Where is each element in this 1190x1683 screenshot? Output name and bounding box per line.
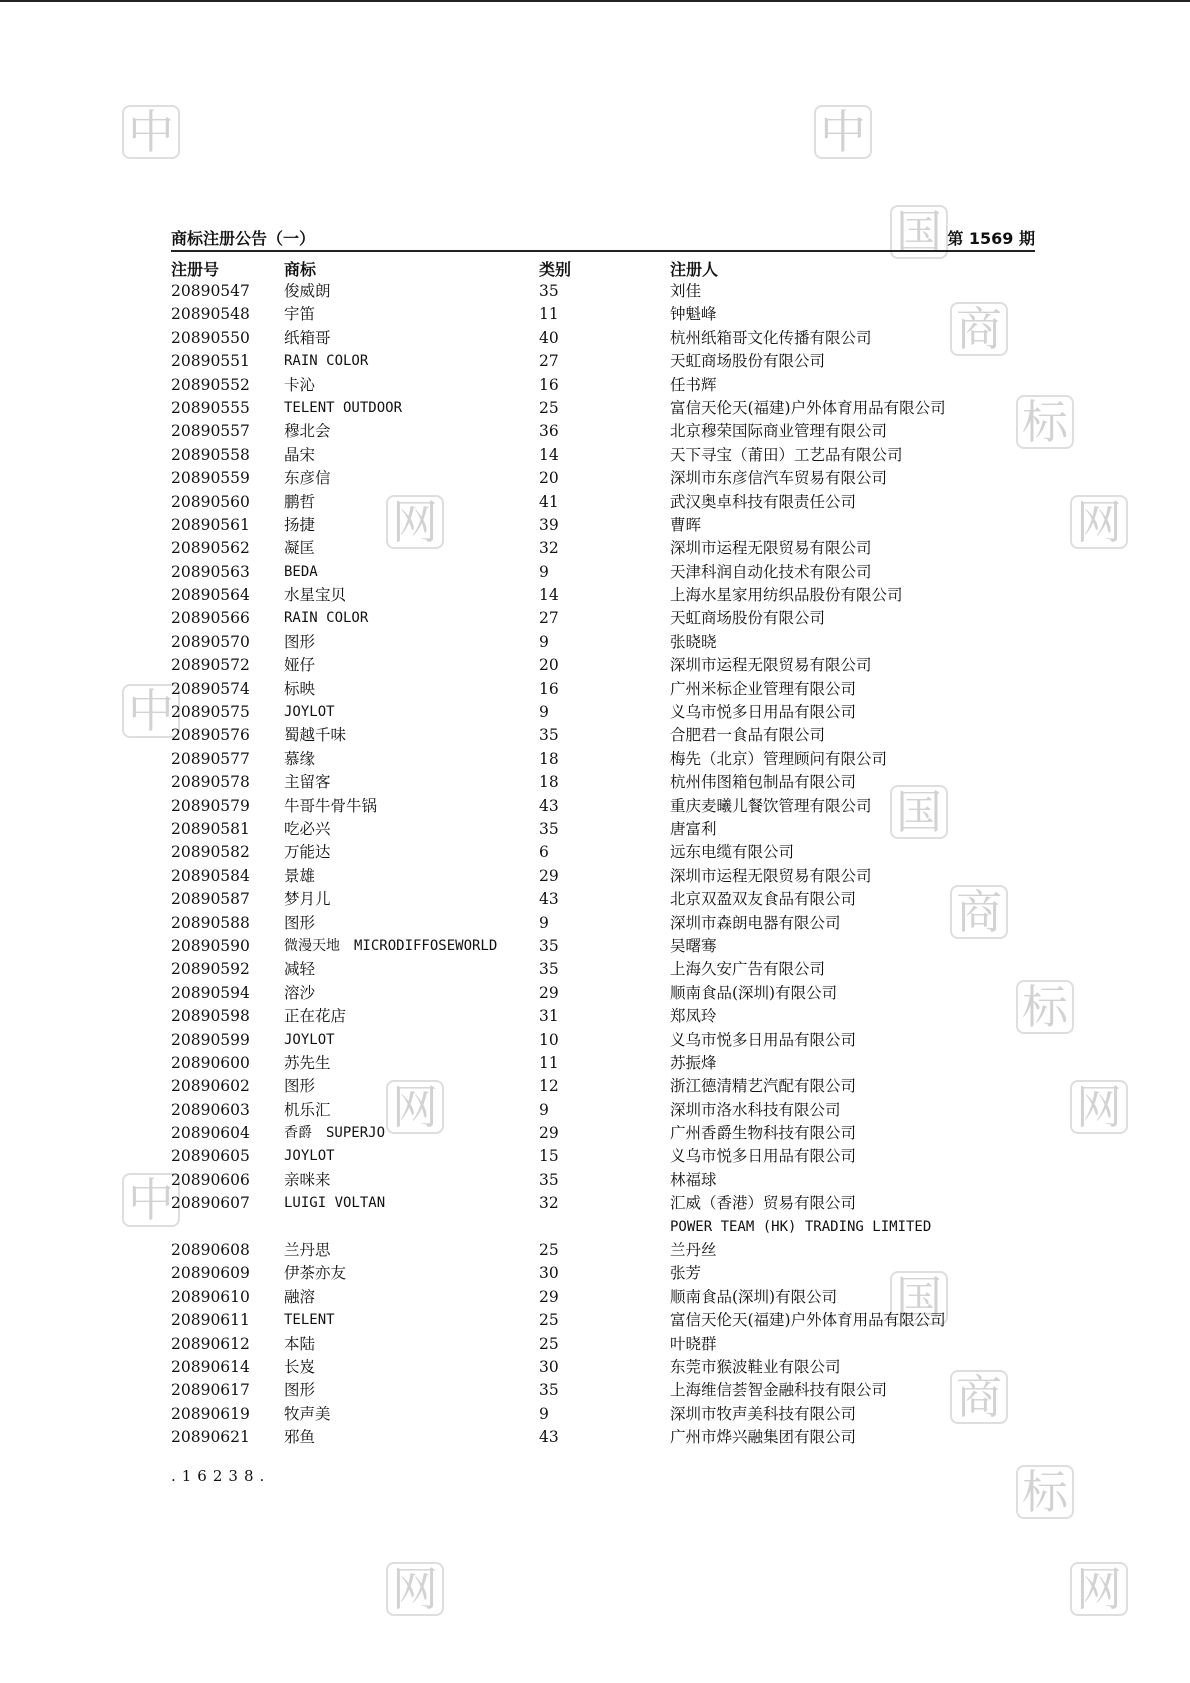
registrant-cell: 天虹商场股份有限公司 xyxy=(670,609,826,628)
class-cell: 9 xyxy=(539,1100,549,1119)
registrant-cell: 浙江德清精艺汽配有限公司 xyxy=(670,1077,857,1096)
class-cell: 43 xyxy=(539,890,559,909)
table-row xyxy=(171,491,1041,514)
class-cell: 25 xyxy=(539,1241,559,1260)
mark-cell: LUIGI VOLTAN xyxy=(284,1195,386,1212)
registrant-cell: 曹晖 xyxy=(670,515,702,534)
mark-cell: BEDA xyxy=(284,563,318,580)
registrant-cell: 唐富利 xyxy=(670,819,717,838)
mark-cell: 水星宝贝 xyxy=(284,586,347,605)
watermark-stamp: 标 xyxy=(1016,1465,1074,1519)
reg-no-cell: 20890574 xyxy=(171,679,250,698)
watermark-stamp: 网 xyxy=(386,1080,444,1134)
class-cell: 9 xyxy=(539,913,549,932)
class-cell: 10 xyxy=(539,1030,559,1049)
mark-cell: TELENT OUTDOOR xyxy=(284,399,403,416)
top-border xyxy=(0,0,1190,2)
table-row xyxy=(171,958,1041,981)
class-cell: 9 xyxy=(539,703,549,722)
watermark-stamp: 国 xyxy=(890,1271,948,1325)
column-header-registrant: 注册人 xyxy=(670,260,719,279)
registrant-cell: 深圳市运程无限贸易有限公司 xyxy=(670,656,872,675)
registrant-cell: POWER TEAM (HK) TRADING LIMITED xyxy=(670,1218,932,1235)
registrant-cell: 北京双盈双友食品有限公司 xyxy=(670,890,857,909)
reg-no-cell: 20890605 xyxy=(171,1147,250,1166)
mark-cell: 宇笛 xyxy=(284,305,316,324)
table-row xyxy=(171,1122,1041,1145)
reg-no-cell: 20890599 xyxy=(171,1030,250,1049)
class-cell: 35 xyxy=(539,819,559,838)
reg-no-cell: 20890606 xyxy=(171,1170,250,1189)
registrant-cell: 郑凤玲 xyxy=(670,1007,717,1026)
mark-cell: 伊茶亦友 xyxy=(284,1264,347,1283)
mark-cell: 吃必兴 xyxy=(284,819,331,838)
reg-no-cell: 20890619 xyxy=(171,1404,250,1423)
table-row xyxy=(171,678,1041,701)
reg-no-cell: 20890575 xyxy=(171,703,250,722)
column-header-reg-no: 注册号 xyxy=(171,260,220,279)
registrant-cell: 天虹商场股份有限公司 xyxy=(670,352,826,371)
mark-cell: 景雄 xyxy=(284,866,316,885)
mark-cell: 机乐汇 xyxy=(284,1100,331,1119)
mark-cell: 减轻 xyxy=(284,960,316,979)
reg-no-cell: 20890621 xyxy=(171,1428,250,1447)
class-cell: 29 xyxy=(539,1287,559,1306)
mark-cell: 图形 xyxy=(284,1381,316,1400)
watermark-stamp: 标 xyxy=(1016,395,1074,449)
mark-cell: 牧声美 xyxy=(284,1404,331,1423)
table-row xyxy=(171,1192,1041,1215)
page-title: 商标注册公告（一） xyxy=(171,229,316,248)
registrant-cell: 义乌市悦多日用品有限公司 xyxy=(670,1147,857,1166)
table-row xyxy=(171,701,1041,724)
page-number: .16238. xyxy=(171,1467,271,1485)
watermark-stamp: 网 xyxy=(386,1562,444,1616)
table-row xyxy=(171,1333,1041,1356)
registrant-cell: 深圳市运程无限贸易有限公司 xyxy=(670,539,872,558)
mark-cell: 长岌 xyxy=(284,1357,316,1376)
class-cell: 16 xyxy=(539,375,559,394)
table-row xyxy=(171,303,1041,326)
table-row xyxy=(171,1075,1041,1098)
watermark-stamp: 中 xyxy=(122,1173,180,1227)
table-row xyxy=(171,397,1041,420)
class-cell: 11 xyxy=(539,1053,559,1072)
registrant-cell: 兰丹丝 xyxy=(670,1241,717,1260)
reg-no-cell: 20890608 xyxy=(171,1241,250,1260)
class-cell: 39 xyxy=(539,515,559,534)
mark-cell: 微漫天地 MICRODIFFOSEWORLD xyxy=(284,937,498,954)
table-row xyxy=(171,631,1041,654)
reg-no-cell: 20890564 xyxy=(171,586,250,605)
registrant-cell: 远东电缆有限公司 xyxy=(670,843,795,862)
class-cell: 43 xyxy=(539,1428,559,1447)
reg-no-cell: 20890559 xyxy=(171,469,250,488)
registrant-cell: 吴曙骞 xyxy=(670,936,717,955)
reg-no-cell: 20890551 xyxy=(171,352,250,371)
class-cell: 29 xyxy=(539,866,559,885)
watermark-stamp: 国 xyxy=(890,785,948,839)
registrant-cell: 顺南食品(深圳)有限公司 xyxy=(670,983,838,1002)
table-row xyxy=(171,444,1041,467)
table-row xyxy=(171,1029,1041,1052)
registrant-cell: 合肥君一食品有限公司 xyxy=(670,726,826,745)
registrant-cell: 富信天伦天(福建)户外体育用品有限公司 xyxy=(670,1311,946,1330)
registrant-cell: 深圳市运程无限贸易有限公司 xyxy=(670,866,872,885)
class-cell: 29 xyxy=(539,1124,559,1143)
reg-no-cell: 20890577 xyxy=(171,749,250,768)
class-cell: 18 xyxy=(539,749,559,768)
registrant-cell: 义乌市悦多日用品有限公司 xyxy=(670,703,857,722)
reg-no-cell: 20890570 xyxy=(171,632,250,651)
registrant-cell: 顺南食品(深圳)有限公司 xyxy=(670,1287,838,1306)
table-row xyxy=(171,1145,1041,1168)
table-row xyxy=(171,1005,1041,1028)
reg-no-cell: 20890558 xyxy=(171,445,250,464)
mark-cell: RAIN COLOR xyxy=(284,353,369,370)
reg-no-cell: 20890607 xyxy=(171,1194,250,1213)
reg-no-cell: 20890587 xyxy=(171,890,250,909)
issue-number: 第 1569 期 xyxy=(947,229,1035,248)
reg-no-cell: 20890561 xyxy=(171,515,250,534)
reg-no-cell: 20890578 xyxy=(171,773,250,792)
watermark-stamp: 网 xyxy=(1070,1080,1128,1134)
class-cell: 9 xyxy=(539,562,549,581)
class-cell: 35 xyxy=(539,960,559,979)
reg-no-cell: 20890555 xyxy=(171,398,250,417)
mark-cell: 苏先生 xyxy=(284,1053,331,1072)
reg-no-cell: 20890590 xyxy=(171,936,250,955)
class-cell: 25 xyxy=(539,1334,559,1353)
column-header-class: 类别 xyxy=(539,260,572,279)
registrant-cell: 广州香爵生物科技有限公司 xyxy=(670,1124,857,1143)
reg-no-cell: 20890550 xyxy=(171,328,250,347)
mark-cell: TELENT xyxy=(284,1312,335,1329)
registrant-cell: 上海水星家用纺织品股份有限公司 xyxy=(670,586,903,605)
registrant-cell: 天下寻宝（莆田）工艺品有限公司 xyxy=(670,445,903,464)
table-row xyxy=(171,1239,1041,1262)
reg-no-cell: 20890617 xyxy=(171,1381,250,1400)
mark-cell: 正在花店 xyxy=(284,1007,347,1026)
reg-no-cell: 20890600 xyxy=(171,1053,250,1072)
table-row xyxy=(171,982,1041,1005)
table-row xyxy=(171,1216,1041,1239)
table-row xyxy=(171,888,1041,911)
table-row xyxy=(171,561,1041,584)
table-row xyxy=(171,1262,1041,1285)
reg-no-cell: 20890547 xyxy=(171,282,250,300)
registrant-cell: 义乌市悦多日用品有限公司 xyxy=(670,1030,857,1049)
reg-no-cell: 20890548 xyxy=(171,305,250,324)
registrant-cell: 上海维信荟智金融科技有限公司 xyxy=(670,1381,888,1400)
reg-no-cell: 20890611 xyxy=(171,1311,250,1330)
table-row xyxy=(171,607,1041,630)
mark-cell: 卡沁 xyxy=(284,375,316,394)
class-cell: 30 xyxy=(539,1264,559,1283)
reg-no-cell: 20890594 xyxy=(171,983,250,1002)
reg-no-cell: 20890603 xyxy=(171,1100,250,1119)
reg-no-cell: 20890581 xyxy=(171,819,250,838)
registrant-cell: 北京穆荣国际商业管理有限公司 xyxy=(670,422,888,441)
mark-cell: 慕缘 xyxy=(284,749,316,768)
class-cell: 43 xyxy=(539,796,559,815)
reg-no-cell: 20890584 xyxy=(171,866,250,885)
table-row xyxy=(171,1052,1041,1075)
registrant-cell: 钟魁峰 xyxy=(670,305,717,324)
registrant-cell: 广州米标企业管理有限公司 xyxy=(670,679,857,698)
table-row xyxy=(171,1309,1041,1332)
watermark-stamp: 商 xyxy=(950,1370,1008,1424)
reg-no-cell: 20890604 xyxy=(171,1124,250,1143)
registrant-cell: 叶晓群 xyxy=(670,1334,717,1353)
column-header-mark: 商标 xyxy=(284,260,317,279)
mark-cell: 主留客 xyxy=(284,773,331,792)
mark-cell: 晶宋 xyxy=(284,445,316,464)
class-cell: 27 xyxy=(539,352,559,371)
class-cell: 29 xyxy=(539,983,559,1002)
class-cell: 16 xyxy=(539,679,559,698)
table-row xyxy=(171,912,1041,935)
watermark-stamp: 网 xyxy=(1070,495,1128,549)
class-cell: 12 xyxy=(539,1077,559,1096)
trademark-table xyxy=(171,280,1041,1450)
watermark-stamp: 网 xyxy=(1070,1562,1128,1616)
table-row xyxy=(171,374,1041,397)
watermark-stamp: 中 xyxy=(814,105,872,159)
table-row xyxy=(171,865,1041,888)
registrant-cell: 张晓晓 xyxy=(670,632,717,651)
mark-cell: 纸箱哥 xyxy=(284,328,331,347)
table-row xyxy=(171,1403,1041,1426)
table-row xyxy=(171,771,1041,794)
class-cell: 32 xyxy=(539,539,559,558)
reg-no-cell: 20890602 xyxy=(171,1077,250,1096)
class-cell: 14 xyxy=(539,445,559,464)
mark-cell: 标映 xyxy=(284,679,316,698)
reg-no-cell: 20890598 xyxy=(171,1007,250,1026)
mark-cell: 凝匡 xyxy=(284,539,316,558)
table-row xyxy=(171,327,1041,350)
class-cell: 11 xyxy=(539,305,559,324)
table-row xyxy=(171,795,1041,818)
table-row xyxy=(171,537,1041,560)
table-row xyxy=(171,467,1041,490)
class-cell: 9 xyxy=(539,1404,549,1423)
class-cell: 6 xyxy=(539,843,549,862)
reg-no-cell: 20890552 xyxy=(171,375,250,394)
mark-cell: 万能达 xyxy=(284,843,331,862)
mark-cell: 溶沙 xyxy=(284,983,316,1002)
mark-cell: 梦月儿 xyxy=(284,890,331,909)
registrant-cell: 武汉奥卓科技有限责任公司 xyxy=(670,492,857,511)
registrant-cell: 东莞市猴波鞋业有限公司 xyxy=(670,1357,841,1376)
registrant-cell: 深圳市牧声美科技有限公司 xyxy=(670,1404,857,1423)
table-row xyxy=(171,584,1041,607)
reg-no-cell: 20890612 xyxy=(171,1334,250,1353)
mark-cell: 牛哥牛骨牛锅 xyxy=(284,796,378,815)
table-row xyxy=(171,420,1041,443)
registrant-cell: 杭州伟图箱包制品有限公司 xyxy=(670,773,857,792)
mark-cell: 图形 xyxy=(284,913,316,932)
table-row xyxy=(171,1426,1041,1449)
registrant-cell: 广州市烨兴融集团有限公司 xyxy=(670,1428,857,1447)
mark-cell: JOYLOT xyxy=(284,1031,335,1048)
registrant-cell: 上海久安广告有限公司 xyxy=(670,960,826,979)
registrant-cell: 汇威（香港）贸易有限公司 xyxy=(670,1194,857,1213)
registrant-cell: 深圳市洛水科技有限公司 xyxy=(670,1100,841,1119)
table-row xyxy=(171,1169,1041,1192)
table-row xyxy=(171,350,1041,373)
reg-no-cell: 20890563 xyxy=(171,562,250,581)
class-cell: 40 xyxy=(539,328,559,347)
table-row xyxy=(171,1099,1041,1122)
page-header xyxy=(171,224,1035,252)
registrant-cell: 苏振烽 xyxy=(670,1053,717,1072)
watermark-stamp: 中 xyxy=(122,105,180,159)
registrant-cell: 天津科润自动化技术有限公司 xyxy=(670,562,872,581)
class-cell: 20 xyxy=(539,656,559,675)
reg-no-cell: 20890588 xyxy=(171,913,250,932)
watermark-stamp: 国 xyxy=(890,205,948,259)
registrant-cell: 梅先（北京）管理顾问有限公司 xyxy=(670,749,888,768)
class-cell: 36 xyxy=(539,422,559,441)
class-cell: 25 xyxy=(539,398,559,417)
registrant-cell: 林福球 xyxy=(670,1170,717,1189)
table-row xyxy=(171,280,1041,303)
class-cell: 35 xyxy=(539,282,559,300)
class-cell: 30 xyxy=(539,1357,559,1376)
reg-no-cell: 20890592 xyxy=(171,960,250,979)
class-cell: 25 xyxy=(539,1311,559,1330)
table-row xyxy=(171,1356,1041,1379)
registrant-cell: 深圳市东彦信汽车贸易有限公司 xyxy=(670,469,888,488)
mark-cell: 融溶 xyxy=(284,1287,316,1306)
mark-cell: 穆北会 xyxy=(284,422,331,441)
mark-cell: 扬捷 xyxy=(284,515,316,534)
reg-no-cell: 20890609 xyxy=(171,1264,250,1283)
mark-cell: 娅仔 xyxy=(284,656,316,675)
registrant-cell: 深圳市森朗电器有限公司 xyxy=(670,913,841,932)
reg-no-cell: 20890572 xyxy=(171,656,250,675)
mark-cell: 兰丹思 xyxy=(284,1241,331,1260)
class-cell: 35 xyxy=(539,726,559,745)
reg-no-cell: 20890562 xyxy=(171,539,250,558)
mark-cell: 图形 xyxy=(284,1077,316,1096)
watermark-stamp: 商 xyxy=(950,885,1008,939)
class-cell: 9 xyxy=(539,632,549,651)
class-cell: 18 xyxy=(539,773,559,792)
mark-cell: 邪鱼 xyxy=(284,1428,316,1447)
mark-cell: 图形 xyxy=(284,632,316,651)
table-row xyxy=(171,1379,1041,1402)
reg-no-cell: 20890582 xyxy=(171,843,250,862)
reg-no-cell: 20890566 xyxy=(171,609,250,628)
table-row xyxy=(171,654,1041,677)
class-cell: 15 xyxy=(539,1147,559,1166)
registrant-cell: 杭州纸箱哥文化传播有限公司 xyxy=(670,328,872,347)
mark-cell: 亲咪来 xyxy=(284,1170,331,1189)
reg-no-cell: 20890610 xyxy=(171,1287,250,1306)
table-row xyxy=(171,514,1041,537)
table-row xyxy=(171,841,1041,864)
class-cell: 31 xyxy=(539,1007,559,1026)
class-cell: 35 xyxy=(539,936,559,955)
class-cell: 20 xyxy=(539,469,559,488)
class-cell: 35 xyxy=(539,1381,559,1400)
registrant-cell: 重庆麦曦儿餐饮管理有限公司 xyxy=(670,796,872,815)
registrant-cell: 任书辉 xyxy=(670,375,717,394)
class-cell: 41 xyxy=(539,492,559,511)
class-cell: 14 xyxy=(539,586,559,605)
reg-no-cell: 20890614 xyxy=(171,1357,250,1376)
table-row xyxy=(171,818,1041,841)
mark-cell: RAIN COLOR xyxy=(284,610,369,627)
mark-cell: 俊威朗 xyxy=(284,282,331,300)
registrant-cell: 张芳 xyxy=(670,1264,702,1283)
table-row xyxy=(171,1286,1041,1309)
mark-cell: 鹏哲 xyxy=(284,492,316,511)
reg-no-cell: 20890579 xyxy=(171,796,250,815)
mark-cell: 蜀越千味 xyxy=(284,726,347,745)
class-cell: 32 xyxy=(539,1194,559,1213)
mark-cell: 香爵 SUPERJO xyxy=(284,1125,386,1142)
mark-cell: JOYLOT xyxy=(284,1148,335,1165)
reg-no-cell: 20890560 xyxy=(171,492,250,511)
watermark-stamp: 商 xyxy=(950,302,1008,356)
table-row xyxy=(171,935,1041,958)
table-row xyxy=(171,724,1041,747)
watermark-stamp: 中 xyxy=(122,684,180,738)
watermark-stamp: 标 xyxy=(1016,980,1074,1034)
watermark-stamp: 网 xyxy=(386,495,444,549)
mark-cell: JOYLOT xyxy=(284,704,335,721)
table-row xyxy=(171,748,1041,771)
registrant-cell: 富信天伦天(福建)户外体育用品有限公司 xyxy=(670,398,946,417)
class-cell: 27 xyxy=(539,609,559,628)
registrant-cell: 刘佳 xyxy=(670,282,702,300)
mark-cell: 本陆 xyxy=(284,1334,316,1353)
reg-no-cell: 20890576 xyxy=(171,726,250,745)
reg-no-cell: 20890557 xyxy=(171,422,250,441)
mark-cell: 东彦信 xyxy=(284,469,331,488)
class-cell: 35 xyxy=(539,1170,559,1189)
